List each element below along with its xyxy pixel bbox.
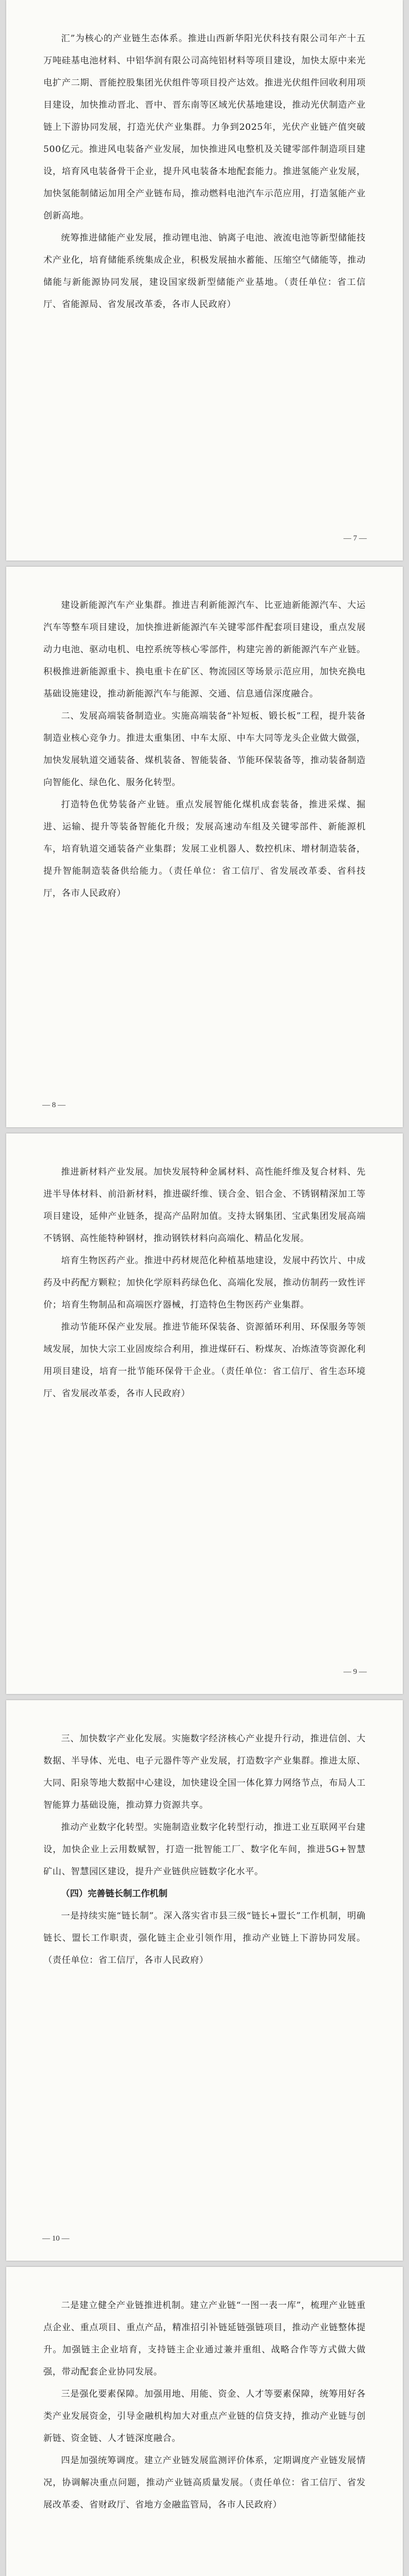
page-paragraph: 打造特色优势装备产业链。重点发展智能化煤机成套装备，推进采煤、掘进、运输、提升等装备智能化升级；发展高速动车组及关键零部件、新能源机车，培育轨道交通装备产业集群；发展工业机器人、数控机床、增材制造装备，提升智能制造装备供给能力。（责任单位：省工信厅、省发展改革委、省科技厅，各市人民政府）	[43, 800, 366, 899]
page-paragraph: 推进新材料产业发展。加快发展特种金属材料、高性能纤维及复合材料、先进半导体材料、前沿新材料，推进碳纤维、镁合金、铝合金、不锈钢精深加工等项目建设，延伸产业链条，提高产品附加值。支持太钢集团、宝武集团发展高端不锈钢、高性能特种钢材，推动钢铁材料向高端化、精品化发展。	[43, 1167, 366, 1244]
page-number: — 10 —	[42, 2234, 70, 2243]
page-paragraph: 三是强化要素保障。加强用地、用能、资金、人才等要素保障，统筹用好各类产业发展资金，引导金融机构加大对重点产业链的信贷支持，推动产业链与创新链、资金链、人才链深度融合。	[43, 2389, 366, 2444]
page-number: — 9 —	[343, 1668, 367, 1676]
page-paragraph: 推动节能环保产业发展。推进节能环保装备、资源循环利用、环保服务等领域发展，加快大宗工业固废综合利用，推进煤矸石、粉煤灰、冶炼渣等资源化利用项目建设，培育一批节能环保骨干企业。（责任单位：省工信厅、省生态环境厅、省发展改革委，各市人民政府）	[43, 1322, 366, 1399]
document-page	[6, 0, 403, 561]
page-paragraph: 一是持续实施“链长制”。深入落实省市县三级“链长+盟长”工作机制，明确链长、盟长工作职责，强化链主企业引领作用，推动产业链上下游协同发展。（责任单位：省工信厅，各市人民政府）	[43, 1911, 366, 1965]
document-page	[6, 1700, 403, 2261]
page-paragraph: 统筹推进储能产业发展，推动锂电池、钠离子电池、液流电池等新型储能技术产业化，培育储能系统集成企业，积极发展抽水蓄能、压缩空气储能等，推动储能与新能源协同发展，建设国家级新型储能产业基地。（责任单位：省工信厅、省能源局、省发展改革委，各市人民政府）	[43, 233, 366, 310]
page-paragraph: 建设新能源汽车产业集群。推进吉利新能源汽车、比亚迪新能源汽车、大运汽车等整车项目建设，加快推进新能源汽车关键零部件配套项目建设，重点发展动力电池、驱动电机、电控系统等核心零部件，构建完善的新能源汽车产业链。积极推进新能源重卡、换电重卡在矿区、物流园区等场景示范应用，加快充换电基础设施建设，推动新能源汽车与能源、交通、信息通信深度融合。	[43, 600, 366, 699]
page-paragraph: 培育生物医药产业。推进中药材规范化种植基地建设，发展中药饮片、中成药及中药配方颗粒；加快化学原料药绿色化、高端化发展，推动仿制药一致性评价；培育生物制品和高端医疗器械，打造特色生物医药产业集群。	[43, 1256, 366, 1310]
page-number: — 8 —	[42, 1101, 66, 1109]
document-page	[6, 567, 403, 1127]
section-heading: （四）完善链长制工作机制	[61, 1889, 168, 1899]
page-number: — 7 —	[343, 534, 367, 543]
page-paragraph: 三、加快数字产业化发展。实施数字经济核心产业提升行动，推进信创、大数据、半导体、光电、电子元器件等产业发展，打造数字产业集群。推进太原、大同、阳泉等地大数据中心建设，加快建设全国一体化算力网络节点，布局人工智能算力基础设施，推动算力资源共享。	[43, 1734, 366, 1810]
page-paragraph: 汇”为核心的产业链生态体系。推进山西新华阳光伏科技有限公司年产十五万吨硅基电池材料、中铝华润有限公司高纯铝材料等项目建设，加快太原中来光电扩产二期、晋能控股集团光伏组件等项目投产达效。推进光伏组件回收利用项目建设，加快推动晋北、晋中、晋东南等区域光伏基地建设，推动光伏制造产业链上下游协同发展，打造光伏产业集群。力争到2025年，光伏产业链产值突破500亿元。推进风电装备产业发展，加快推进风电整机及关键零部件制造项目建设，培育风电装备骨干企业，提升风电装备本地配套能力。推进氢能产业发展，加快氢能制储运加用全产业链布局，推动燃料电池汽车示范应用，打造氢能产业创新高地。	[43, 33, 366, 221]
page-paragraph: 二是建立健全产业链推进机制。建立产业链“一图一表一库”，梳理产业链重点企业、重点项目、重点产品，精准招引补链延链强链项目，推动产业链整体提升。加强链主企业培育，支持链主企业通过兼并重组、战略合作等方式做大做强，带动配套企业协同发展。	[43, 2300, 366, 2377]
page-paragraph: 四是加强统筹调度。建立产业链发展监测评价体系，定期调度产业链发展情况，协调解决重点问题，推动产业链高质量发展。（责任单位：省工信厅、省发展改革委、省财政厅、省地方金融监管局，各市人民政府）	[43, 2455, 366, 2510]
page-paragraph: 二、发展高端装备制造业。实施高端装备“补短板、锻长板”工程，提升装备制造业核心竞争力。推进太重集团、中车太原、中车大同等龙头企业做大做强，加快发展轨道交通装备、煤机装备、智能装备、节能环保装备等，推动装备制造向智能化、绿色化、服务化转型。	[43, 711, 366, 788]
document-page	[6, 2267, 403, 2576]
page-paragraph: 推动产业数字化转型。实施制造业数字化转型行动，推进工业互联网平台建设，加快企业上云用数赋智，打造一批智能工厂、数字化车间，推进5G+智慧矿山、智慧园区建设，提升产业链供应链数字化水平。	[43, 1822, 366, 1877]
document-page	[6, 1133, 403, 1694]
